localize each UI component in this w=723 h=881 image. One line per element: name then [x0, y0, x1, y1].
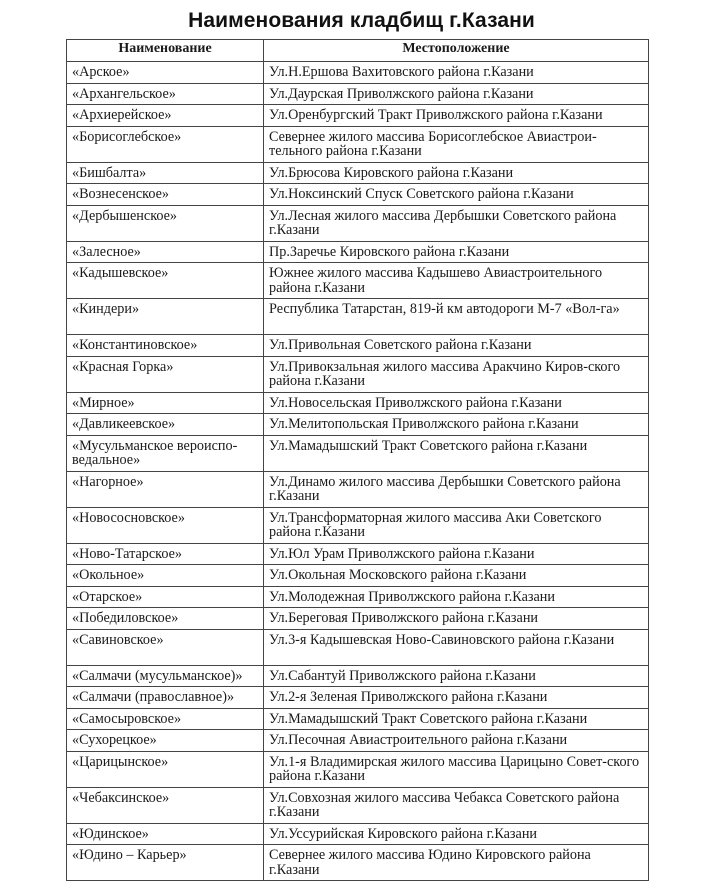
- cemetery-location-cell: Ул.Привольная Советского района г.Казани: [264, 335, 649, 357]
- cemetery-location-cell: Ул.Окольная Московского района г.Казани: [264, 565, 649, 587]
- cemetery-name-cell: «Ново-Татарское»: [67, 543, 264, 565]
- cemetery-location-cell: Ул.Ноксинский Спуск Советского района г.Казани: [264, 184, 649, 206]
- cemetery-location-cell: Ул.Мамадышский Тракт Советского района г.Казани: [264, 435, 649, 471]
- cemetery-name-cell: «Новососновское»: [67, 507, 264, 543]
- table-row: [67, 435, 649, 471]
- table-row: [67, 356, 649, 392]
- table-row: [67, 392, 649, 414]
- table-row: [67, 565, 649, 587]
- table-row: [67, 83, 649, 105]
- table-row: [67, 263, 649, 299]
- cemetery-location-cell: Ул.Динамо жилого массива Дербышки Советского района г.Казани: [264, 471, 649, 507]
- cemetery-name-cell: «Киндери»: [67, 299, 264, 335]
- table-body: [67, 62, 649, 881]
- cemetery-name-cell: «Константиновское»: [67, 335, 264, 357]
- table-row: [67, 241, 649, 263]
- cemetery-location-cell: Ул.Юл Урам Приволжского района г.Казани: [264, 543, 649, 565]
- cemetery-name-cell: «Самосыровское»: [67, 708, 264, 730]
- cemetery-name-cell: «Чебаксинское»: [67, 787, 264, 823]
- cemetery-name-cell: «Арское»: [67, 62, 264, 84]
- table-row: [67, 205, 649, 241]
- table-row: [67, 184, 649, 206]
- cemetery-name-cell: «Вознесенское»: [67, 184, 264, 206]
- table-row: [67, 299, 649, 335]
- cemetery-name-cell: «Нагорное»: [67, 471, 264, 507]
- cemetery-location-cell: Республика Татарстан, 819-й км автодороги М-7 «Вол-га»: [264, 299, 649, 335]
- cemetery-name-cell: «Кадышевское»: [67, 263, 264, 299]
- table-row: [67, 751, 649, 787]
- column-header-location: Местоположение: [264, 40, 649, 62]
- cemetery-location-cell: Ул.Береговая Приволжского района г.Казани: [264, 608, 649, 630]
- cemetery-location-cell: Ул.Новосельская Приволжского района г.Казани: [264, 392, 649, 414]
- cemetery-location-cell: Ул.1-я Владимирская жилого массива Царицыно Совет-ского района г.Казани: [264, 751, 649, 787]
- cemetery-name-cell: «Давликеевское»: [67, 414, 264, 436]
- table-row: [67, 335, 649, 357]
- cemetery-location-cell: Южнее жилого массива Кадышево Авиастроительного района г.Казани: [264, 263, 649, 299]
- table-row: [67, 414, 649, 436]
- cemetery-name-cell: «Окольное»: [67, 565, 264, 587]
- cemetery-name-cell: «Архиерейское»: [67, 105, 264, 127]
- cemetery-location-cell: Ул.Брюсова Кировского района г.Казани: [264, 162, 649, 184]
- table-row: [67, 823, 649, 845]
- cemetery-location-cell: Ул.Уссурийская Кировского района г.Казани: [264, 823, 649, 845]
- table-row: [67, 608, 649, 630]
- cemetery-location-cell: Ул.Трансформаторная жилого массива Аки Советского района г.Казани: [264, 507, 649, 543]
- cemetery-location-cell: Ул.Лесная жилого массива Дербышки Советского района г.Казани: [264, 205, 649, 241]
- cemetery-name-cell: «Юдинское»: [67, 823, 264, 845]
- table-row: [67, 62, 649, 84]
- cemetery-location-cell: Ул.Мамадышский Тракт Советского района г.Казани: [264, 708, 649, 730]
- table-row: [67, 543, 649, 565]
- table-row: [67, 471, 649, 507]
- cemeteries-table: [66, 39, 649, 881]
- cemetery-name-cell: «Сухорецкое»: [67, 730, 264, 752]
- cemetery-location-cell: Ул.Мелитопольская Приволжского района г.Казани: [264, 414, 649, 436]
- cemetery-name-cell: «Отарское»: [67, 586, 264, 608]
- cemetery-name-cell: «Мирное»: [67, 392, 264, 414]
- column-header-name: Наименование: [67, 40, 264, 62]
- table-header-row: [67, 40, 649, 62]
- cemetery-name-cell: «Победиловское»: [67, 608, 264, 630]
- table-row: [67, 665, 649, 687]
- cemetery-location-cell: Ул.Привокзальная жилого массива Аракчино Киров-ского района г.Казани: [264, 356, 649, 392]
- cemetery-name-cell: «Салмачи (мусульманское)»: [67, 665, 264, 687]
- cemetery-name-cell: «Юдино – Карьер»: [67, 845, 264, 881]
- cemetery-name-cell: «Савиновское»: [67, 629, 264, 665]
- cemetery-location-cell: Ул.Оренбургский Тракт Приволжского района г.Казани: [264, 105, 649, 127]
- page-title: Наименования кладбищ г.Казани: [188, 9, 535, 32]
- table-row: [67, 629, 649, 665]
- cemetery-name-cell: «Красная Горка»: [67, 356, 264, 392]
- table-row: [67, 586, 649, 608]
- cemetery-location-cell: Ул.3-я Кадышевская Ново-Савиновского района г.Казани: [264, 629, 649, 665]
- cemetery-location-cell: Ул.Песочная Авиастроительного района г.Казани: [264, 730, 649, 752]
- table-row: [67, 708, 649, 730]
- cemetery-name-cell: «Бишбалта»: [67, 162, 264, 184]
- cemetery-name-cell: «Архангельское»: [67, 83, 264, 105]
- table-row: [67, 730, 649, 752]
- cemetery-name-cell: «Борисоглебское»: [67, 126, 264, 162]
- cemetery-location-cell: Ул.Даурская Приволжского района г.Казани: [264, 83, 649, 105]
- cemetery-name-cell: «Залесное»: [67, 241, 264, 263]
- cemetery-name-cell: «Царицынское»: [67, 751, 264, 787]
- cemetery-location-cell: Пр.Заречье Кировского района г.Казани: [264, 241, 649, 263]
- cemetery-location-cell: Ул.Совхозная жилого массива Чебакса Советского района г.Казани: [264, 787, 649, 823]
- table-row: [67, 162, 649, 184]
- cemetery-name-cell: «Дербышенское»: [67, 205, 264, 241]
- table-row: [67, 105, 649, 127]
- cemetery-name-cell: «Салмачи (православное)»: [67, 687, 264, 709]
- cemetery-location-cell: Ул.2-я Зеленая Приволжского района г.Казани: [264, 687, 649, 709]
- cemetery-location-cell: Ул.Н.Ершова Вахитовского района г.Казани: [264, 62, 649, 84]
- cemetery-location-cell: Севернее жилого массива Борисоглебское Авиастрои-тельного района г.Казани: [264, 126, 649, 162]
- cemetery-location-cell: Ул.Сабантуй Приволжского района г.Казани: [264, 665, 649, 687]
- cemetery-location-cell: Севернее жилого массива Юдино Кировского района г.Казани: [264, 845, 649, 881]
- table-row: [67, 126, 649, 162]
- table-row: [67, 845, 649, 881]
- cemetery-name-cell: «Мусульманское вероиспо-ведальное»: [67, 435, 264, 471]
- table-row: [67, 507, 649, 543]
- cemetery-location-cell: Ул.Молодежная Приволжского района г.Казани: [264, 586, 649, 608]
- table-row: [67, 787, 649, 823]
- table-row: [67, 687, 649, 709]
